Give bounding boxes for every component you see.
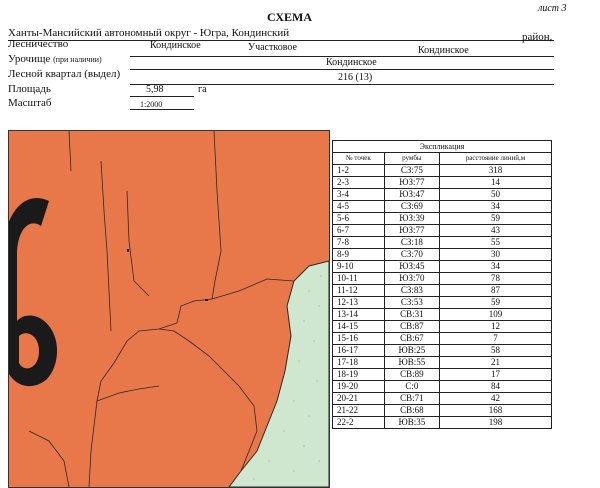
distance: 87 — [439, 285, 551, 297]
scale-value: 1:2000 — [140, 100, 163, 109]
bearing: СВ:68 — [384, 405, 439, 417]
point-pair: 17-18 — [333, 357, 385, 369]
point-pair: 20-21 — [333, 393, 385, 405]
point-pair: 19-20 — [333, 381, 385, 393]
point-pair: 7-8 — [333, 237, 385, 249]
bearing: СВ:87 — [384, 321, 439, 333]
forestry-label: Лесничество — [8, 38, 69, 50]
bearing: ЮЗ:45 — [384, 261, 439, 273]
table-row — [333, 369, 552, 381]
point-pair: 10-11 — [333, 273, 385, 285]
table-row — [333, 345, 552, 357]
quarter-label: Лесной квартал (выдел) — [8, 68, 121, 80]
table-row — [333, 285, 552, 297]
map-scheme — [8, 130, 330, 488]
bearing: СВ:67 — [384, 333, 439, 345]
bearing: ЮЗ:70 — [384, 273, 439, 285]
bearing: ЮЗ:39 — [384, 213, 439, 225]
distance: 34 — [439, 261, 551, 273]
point-pair: 1-2 — [333, 165, 385, 177]
table-row — [333, 189, 552, 201]
scale-underline — [130, 109, 194, 110]
distance: 42 — [439, 393, 551, 405]
table-row — [333, 225, 552, 237]
distance: 12 — [439, 321, 551, 333]
bearing: ЮЗ:77 — [384, 177, 439, 189]
distance: 59 — [439, 297, 551, 309]
point-pair: 13-14 — [333, 309, 385, 321]
bearing: СЗ:70 — [384, 249, 439, 261]
point-pair: 3-4 — [333, 189, 385, 201]
area-value: 5,98 — [146, 84, 164, 95]
point-pair: 14-15 — [333, 321, 385, 333]
tract-label — [8, 53, 102, 65]
tract-label-text: Урочище — [8, 53, 51, 65]
table-row — [333, 237, 552, 249]
point-pair: 16-17 — [333, 345, 385, 357]
table-row — [333, 333, 552, 345]
bearing: СЗ:75 — [384, 165, 439, 177]
distance: 43 — [439, 225, 551, 237]
table-row — [333, 381, 552, 393]
explication-title: Экспликация — [333, 141, 552, 153]
point-pair: 9-10 — [333, 261, 385, 273]
point-pair: 12-13 — [333, 297, 385, 309]
point-pair: 5-6 — [333, 213, 385, 225]
tract-underline — [130, 69, 554, 70]
region-underline — [8, 40, 554, 41]
tract-hint: (при наличии) — [53, 55, 102, 64]
distance: 109 — [439, 309, 551, 321]
point-pair: 11-12 — [333, 285, 385, 297]
tract-value: Кондинское — [326, 57, 377, 68]
point-pair: 18-19 — [333, 369, 385, 381]
table-row — [333, 177, 552, 189]
survey-points — [127, 249, 208, 301]
distance: 78 — [439, 273, 551, 285]
bearing: ЮЗ:47 — [384, 189, 439, 201]
plot-boundaries — [29, 131, 294, 487]
sheet-number: лист 3 — [538, 3, 567, 14]
point-pair: 4-5 — [333, 201, 385, 213]
distance: 17 — [439, 369, 551, 381]
bearing: СВ:71 — [384, 393, 439, 405]
distance: 59 — [439, 213, 551, 225]
distance: 30 — [439, 249, 551, 261]
scale-label: Масштаб — [8, 97, 52, 109]
point-pair: 15-16 — [333, 333, 385, 345]
distance: 318 — [439, 165, 551, 177]
quarter-value: 216 (13) — [338, 72, 373, 83]
distance: 198 — [439, 417, 551, 429]
map-drawing — [9, 131, 329, 487]
bearing: СВ:31 — [384, 309, 439, 321]
bearing: СЗ:69 — [384, 201, 439, 213]
table-row — [333, 249, 552, 261]
table-row — [333, 201, 552, 213]
table-row — [333, 309, 552, 321]
distance: 14 — [439, 177, 551, 189]
point-pair: 8-9 — [333, 249, 385, 261]
table-row — [333, 417, 552, 429]
point-pair: 2-3 — [333, 177, 385, 189]
area-label: Площадь — [8, 83, 51, 95]
table-row — [333, 273, 552, 285]
bearing: ЮВ:35 — [384, 417, 439, 429]
explication-table — [332, 140, 552, 486]
bearing: СЗ:18 — [384, 237, 439, 249]
table-row — [333, 405, 552, 417]
table-row — [333, 321, 552, 333]
table-row — [333, 213, 552, 225]
region-text: Ханты-Мансийский автономный округ - Югра, Кондинский — [8, 27, 290, 39]
header-bearings: румбы — [384, 153, 439, 165]
distance: 21 — [439, 357, 551, 369]
bearing: СВ:89 — [384, 369, 439, 381]
distance: 34 — [439, 201, 551, 213]
bearing: ЮВ:25 — [384, 345, 439, 357]
table-row — [333, 261, 552, 273]
table-row — [333, 393, 552, 405]
header-distance: расстояние линий,м — [439, 153, 551, 165]
distance: 7 — [439, 333, 551, 345]
forestry-value: Кондинское — [150, 40, 201, 51]
explication-body — [333, 165, 552, 429]
region-suffix: район, — [522, 31, 553, 43]
bearing: СЗ:53 — [384, 297, 439, 309]
quarter-underline — [130, 84, 554, 85]
point-pair: 21-22 — [333, 405, 385, 417]
table-row — [333, 165, 552, 177]
bearing: ЮЗ:77 — [384, 225, 439, 237]
bearing: ЮВ:55 — [384, 357, 439, 369]
bearing: СЗ:83 — [384, 285, 439, 297]
district-value: Участковое — [248, 42, 297, 53]
distance: 58 — [439, 345, 551, 357]
district-value-2: Кондинское — [418, 45, 469, 56]
header-points: № точек — [333, 153, 385, 165]
table-row — [333, 357, 552, 369]
area-underline — [130, 96, 194, 97]
table-row — [333, 297, 552, 309]
point-pair: 22-2 — [333, 417, 385, 429]
distance: 84 — [439, 381, 551, 393]
bearing: С:0 — [384, 381, 439, 393]
point-pair: 6-7 — [333, 225, 385, 237]
distance: 50 — [439, 189, 551, 201]
distance: 55 — [439, 237, 551, 249]
distance: 168 — [439, 405, 551, 417]
green-zone — [229, 261, 329, 487]
page-title: СХЕМА — [267, 10, 313, 24]
area-unit: га — [198, 84, 207, 95]
